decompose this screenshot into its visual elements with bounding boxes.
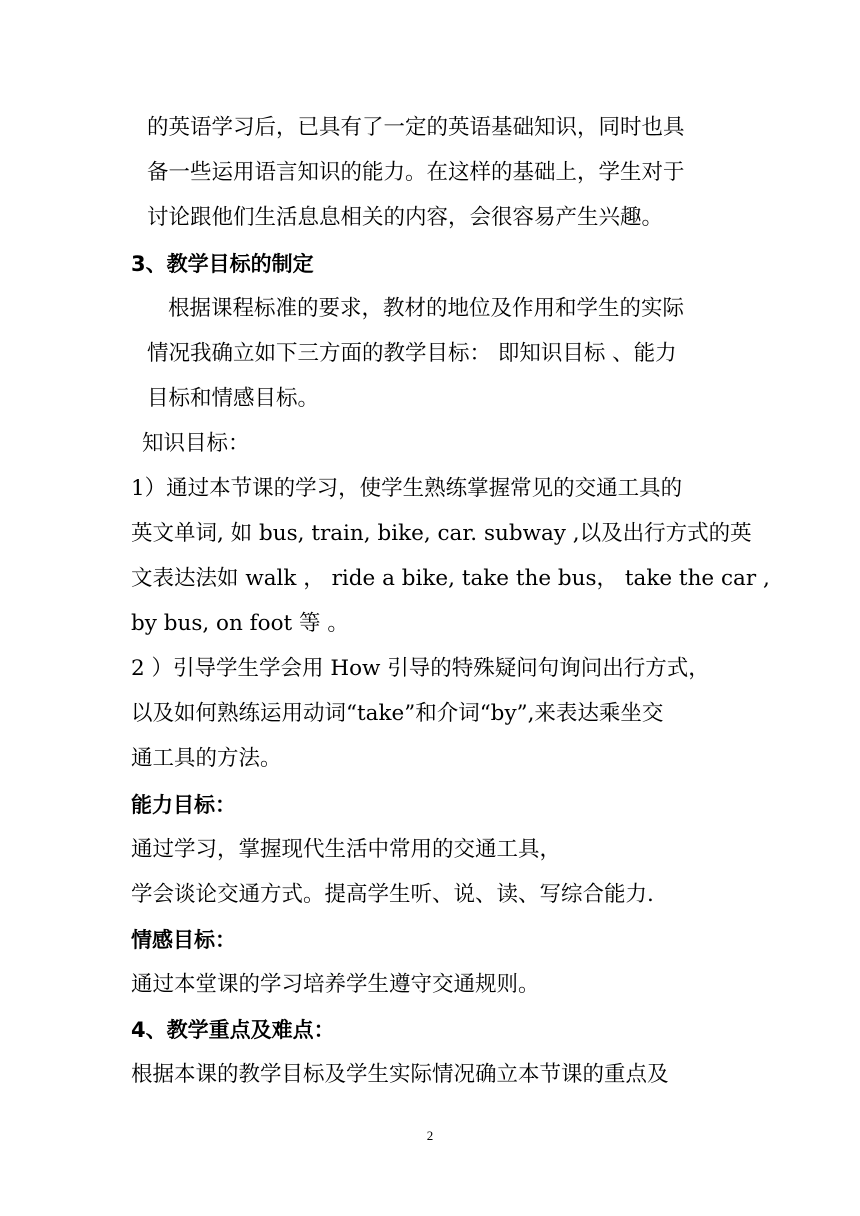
text-line: 文表达法如 walk ， ride a bike, take the bus， take the car ,: [131, 566, 770, 591]
text-line: 根据课程标准的要求，教材的地位及作用和学生的实际: [168, 296, 685, 321]
text-line: 英文单词, 如 bus, train, bike, car. subway ,以及出行方式的英: [131, 521, 752, 546]
subheading: 知识目标：: [142, 431, 250, 456]
text-line: 备一些运用语言知识的能力。在这样的基础上，学生对于: [147, 160, 685, 185]
text-line: 以及如何熟练运用动词“take”和介词“by”,来表达乘坐交: [131, 701, 664, 726]
text-line: 的英语学习后，已具有了一定的英语基础知识，同时也具: [147, 115, 685, 140]
text-line: 目标和情感目标。: [147, 386, 320, 411]
text-line: 根据本课的教学目标及学生实际情况确立本节课的重点及: [131, 1062, 669, 1087]
page-number: 2: [426, 1128, 434, 1143]
text-line: by bus, on foot 等 。: [131, 611, 349, 636]
text-line: 1）通过本节课的学习，使学生熟练掌握常见的交通工具的: [131, 476, 683, 501]
subheading-bold: 能力目标：: [131, 793, 236, 817]
text-line: 情况我确立如下三方面的教学目标： 即知识目标 、能力: [147, 341, 677, 366]
text-line: 2 ）引导学生学会用 How 引导的特殊疑问句询问出行方式，: [131, 656, 710, 681]
text-line: 讨论跟他们生活息息相关的内容，会很容易产生兴趣。: [147, 205, 664, 230]
text-line: 通工具的方法。: [131, 746, 282, 771]
section-heading: 3、教学目标的制定: [131, 252, 314, 276]
text-line: 通过本堂课的学习培养学生遵守交通规则。: [131, 972, 540, 997]
text-line: 通过学习，掌握现代生活中常用的交通工具，: [131, 837, 562, 862]
section-heading: 4、教学重点及难点：: [131, 1018, 335, 1042]
text-line: 学会谈论交通方式。提高学生听、说、读、写综合能力.: [131, 882, 654, 907]
subheading-bold: 情感目标：: [131, 928, 236, 952]
